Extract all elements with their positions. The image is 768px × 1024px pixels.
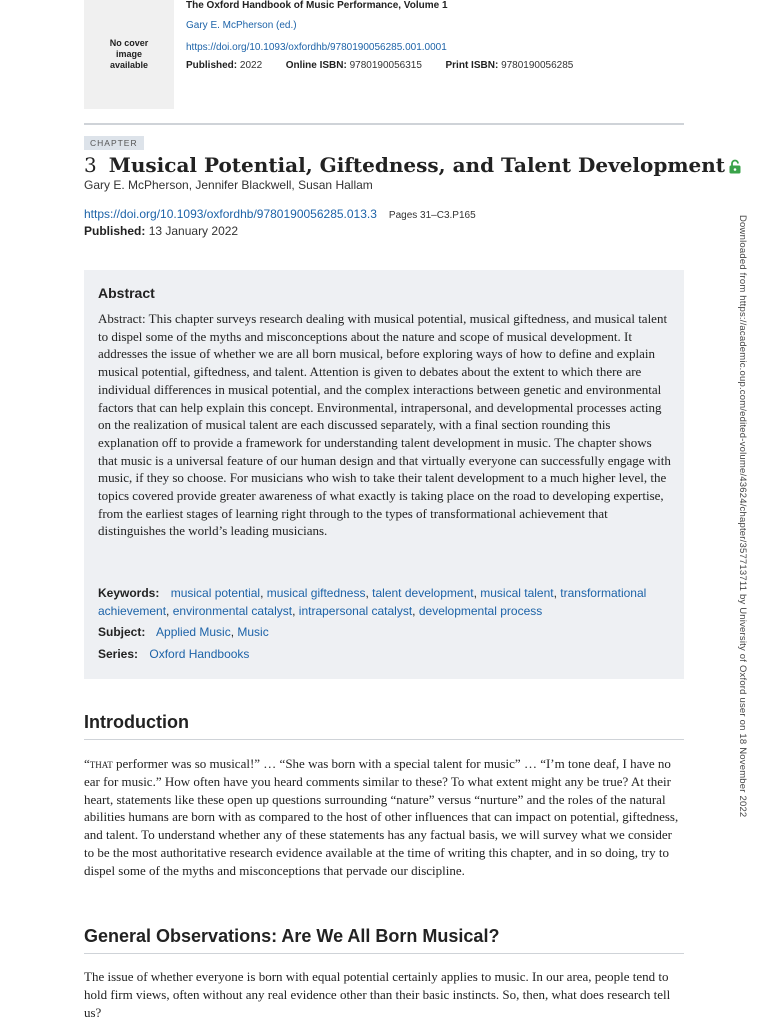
keywords-list: Keywords: musical potential, musical giftedness, talent development, musical talent, transformational achievement, environmental catalyst, intrapersonal catalyst, developmental process <box>98 586 647 618</box>
chapter-published-value: 13 January 2022 <box>148 224 239 238</box>
header-divider <box>84 123 684 125</box>
chapter-title <box>84 152 724 180</box>
no-cover-text: No cover image available <box>109 38 149 70</box>
keyword-link[interactable]: intrapersonal catalyst <box>298 604 413 618</box>
chapter-pages: Pages 31–C3.P165 <box>388 210 476 221</box>
keyword-link[interactable]: transformational achievement <box>98 586 647 618</box>
keyword-link[interactable]: musical talent <box>480 586 554 600</box>
abstract-heading: Abstract <box>98 285 155 301</box>
online-isbn-label: Online ISBN: <box>285 60 347 71</box>
book-published-value: 2022 <box>239 60 263 71</box>
series-label: Series: <box>98 647 139 661</box>
book-publication-info <box>186 60 573 71</box>
online-isbn-value: 9780190056315 <box>349 60 422 71</box>
introduction-heading: Introduction <box>84 712 684 740</box>
book-doi-link[interactable]: https://doi.org/10.1093/oxfordhb/9780190056285.001.0001 <box>186 42 447 53</box>
general-observations-heading: General Observations: Are We All Born Musical? <box>84 926 684 954</box>
abstract-text: Abstract: This chapter surveys research dealing with musical potential, musical giftedness, and musical talent to dispel some of the myths and misconceptions about the nature and scope of musical development. It addresses the issue of whether we are all born musical, before exploring ways of how to define and explain musical potential, giftedness, and talent. Attention is given to debates about the extent to which there are individual differences in musical potential, and the complex interactions between genetic and environmental factors that can help explain this concept. Environmental, intrapersonal, and developmental processes acting on the realization of musical talent are each discussed separately, with a final section rounding this explanation off to provide a framework for understanding talent development in music. The chapter shows that music is a universal feature of our human design and that virtually everyone can successfully engage with music, if they so choose. For musicians who wish to take their talent development to a much higher level, the topics covered provide greater awareness of what exactly is taking place on the road to developing expertise, from the earliest stages of learning right through to the types of transformational achievement that distinguishes the world’s leading musicians. <box>98 311 671 539</box>
keyword-link[interactable]: environmental catalyst <box>172 604 293 618</box>
chapter-title-text: Musical Potential, Giftedness, and Talent Development <box>108 153 726 177</box>
series-info <box>98 647 249 661</box>
subject-label: Subject: <box>98 625 146 639</box>
abstract-panel <box>84 270 684 679</box>
introduction-paragraph <box>84 755 684 880</box>
subject-link[interactable]: Applied Music <box>156 625 231 639</box>
book-editor-link[interactable]: Gary E. McPherson (ed.) <box>186 20 297 31</box>
print-isbn-value: 9780190056285 <box>501 60 574 71</box>
book-title[interactable]: The Oxford Handbook of Music Performance, Volume 1 <box>186 0 448 11</box>
subject-list: Subject: Applied Music, Music <box>98 625 269 639</box>
no-cover-placeholder <box>84 0 174 109</box>
subject-link[interactable]: Music <box>237 625 269 639</box>
print-isbn-label: Print ISBN: <box>445 60 499 71</box>
keyword-link[interactable]: musical giftedness <box>266 586 366 600</box>
chapter-doi-link[interactable]: https://doi.org/10.1093/oxfordhb/9780190056285.013.3 <box>84 207 377 221</box>
chapter-number: 3 <box>84 153 97 177</box>
keyword-link[interactable]: talent development <box>372 586 474 600</box>
chapter-published <box>84 224 238 238</box>
book-published-label: Published: <box>186 60 238 71</box>
chapter-doi-line <box>84 207 476 221</box>
open-access-lock-icon <box>729 154 741 180</box>
download-watermark: Downloaded from https://academic.oup.com/edited-volume/43624/chapter/357713711 by University of Oxford user on 18 November 2022 <box>737 215 748 818</box>
intro-smallcaps-word: that <box>89 756 113 771</box>
general-observations-paragraph: The issue of whether everyone is born with equal potential certainly applies to music. In our area, people tend to hold firm views, often without any real evidence other than their basic instincts. So, then, what does research tell us? <box>84 969 671 1020</box>
series-link[interactable]: Oxford Handbooks <box>149 647 250 661</box>
intro-open-quote: “ <box>84 756 90 771</box>
chapter-published-label: Published: <box>84 224 146 238</box>
chapter-tag: CHAPTER <box>84 136 144 150</box>
chapter-authors[interactable]: Gary E. McPherson, Jennifer Blackwell, Susan Hallam <box>84 178 373 192</box>
keyword-link[interactable]: developmental process <box>418 604 543 618</box>
keywords-label: Keywords: <box>98 586 160 600</box>
keyword-link[interactable]: musical potential <box>170 586 261 600</box>
intro-text: performer was so musical!” … “She was born with a special talent for music” … “I’m tone deaf, I have no ear for music.” How often have you heard comments similar to these? To what extent might any be true? At their heart, statements like these open up questions surrounding “nature” versus “nurture” and the roles of the natural abilities humans are born with as compared to the host of other influences that can impact on potential, giftedness, and talent. To understand whether any of these statements has any factual basis, we will survey what we consider to be the most authoritative research evidence available at the time of writing this chapter, and in so doing, try to dispel some of the myths and misconceptions that pervade our discipline. <box>84 756 679 878</box>
